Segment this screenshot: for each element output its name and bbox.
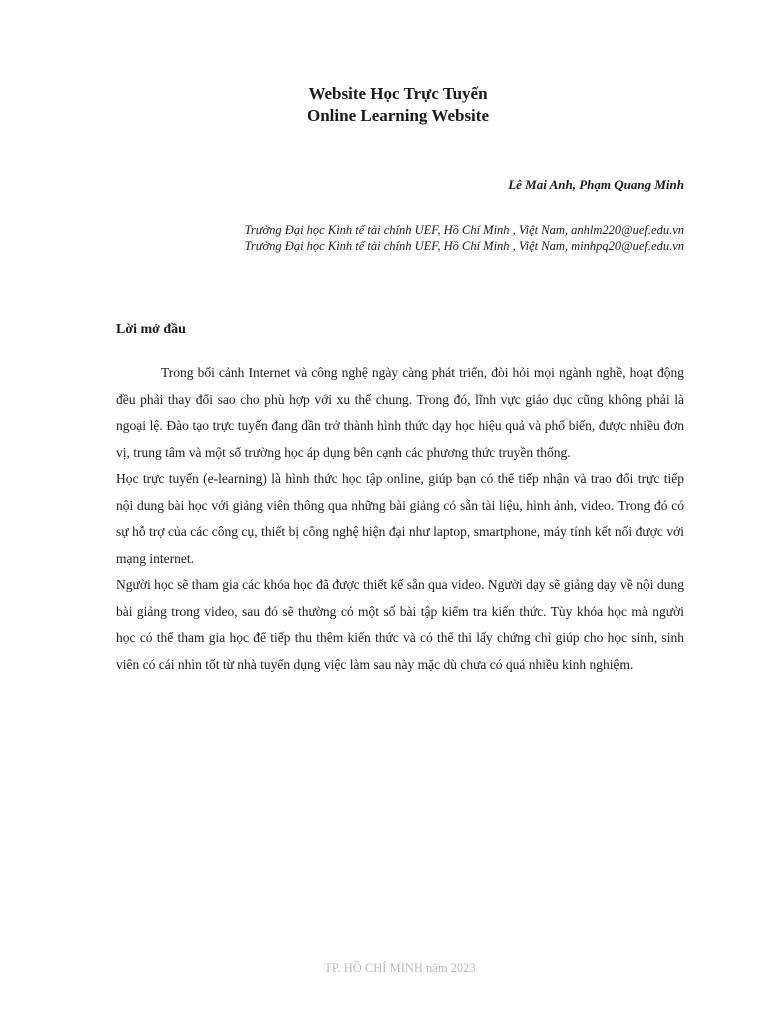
footer-location-year: TP. HỒ CHÍ MINH năm 2023	[324, 961, 476, 975]
body-text	[116, 360, 684, 678]
document-title-english: Online Learning Website	[307, 106, 489, 125]
body-paragraph: Học trực tuyến (e-learning) là hình thức học tập online, giúp bạn có thể tiếp nhận và trao đổi trực tiếp nội dung bài học với giảng viên thông qua những bài giảng có sẵn tài liệu, hình ảnh, video. Trong đó có sự hỗ trợ của các công cụ, thiết bị công nghệ hiện đại như laptop, smartphone, máy tính kết nối được với mạng internet.	[116, 471, 684, 566]
affiliation-line: Trường Đại học Kinh tế tài chính UEF, Hồ Chí Minh , Việt Nam, anhlm220@uef.edu.vn	[244, 223, 684, 237]
body-paragraph: Trong bối cảnh Internet và công nghệ ngày càng phát triển, đòi hỏi mọi ngành nghề, hoạt động đều phải thay đổi sao cho phù hợp với xu thế chung. Trong đó, lĩnh vực giáo dục cũng không phải là ngoại lệ. Đào tạo trực tuyến đang dần trở thành hình thức dạy học hiệu quả và phổ biến, được nhiều đơn vị, trung tâm và một số trường học áp dụng bên cạnh các phương thức truyền thống.	[116, 365, 684, 460]
affiliations-block	[245, 222, 684, 254]
document-title-vietnamese: Website Học Trực Tuyến	[308, 84, 488, 103]
section-heading: Lời mở đầu	[116, 322, 186, 337]
affiliation-line: Trường Đại học Kinh tế tài chính UEF, Hồ Chí Minh , Việt Nam, minhpq20@uef.edu.vn	[244, 239, 684, 253]
body-paragraph: Người học sẽ tham gia các khóa học đã được thiết kế sẵn qua video. Người dạy sẽ giảng dạy về nội dung bài giảng trong video, sau đó sẽ thường có một số bài tập kiểm tra kiến thức. Tùy khóa học mà người học có thể tham gia học để tiếp thu thêm kiến thức và có thể thi lấy chứng chỉ giúp cho học sinh, sinh viên có cái nhìn tốt từ nhà tuyển dụng việc làm sau này mặc dù chưa có quá nhiều kinh nghiệm.	[116, 577, 684, 672]
authors-line: Lê Mai Anh, Phạm Quang Minh	[508, 177, 684, 192]
title-block	[0, 83, 768, 127]
